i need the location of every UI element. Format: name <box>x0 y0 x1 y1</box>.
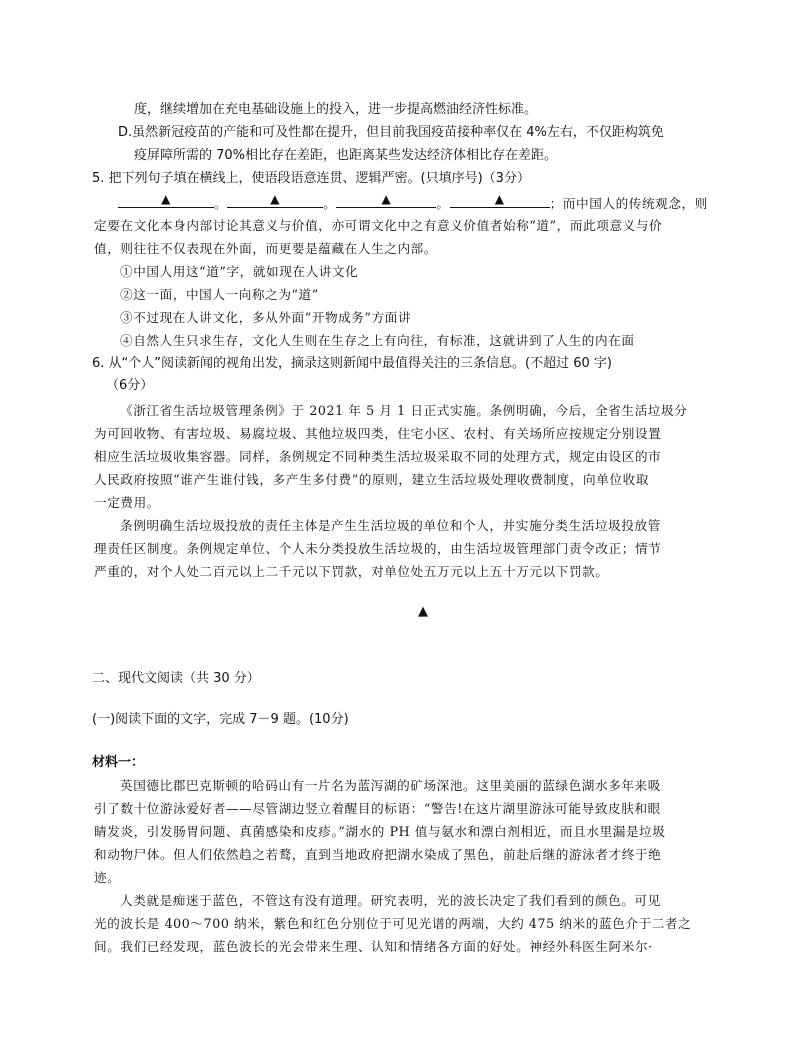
q4-option-d-line2: 疫屏障所需的 70%相比存在差距，也距离某些发达经济体相比存在差距。 <box>134 148 558 163</box>
separator: 。 <box>436 196 450 211</box>
answer-blank-1[interactable] <box>118 193 214 208</box>
q4-option-d-line1: D.虽然新冠疫苗的产能和可及性都在提升，但目前我国疫苗接种率仅在 4%左右，不仅距构筑免 <box>118 125 664 140</box>
material-line-4: 和动物尸体。但人们依然趋之若鹜，直到当地政府把湖水染成了黑色，前赴后继的游泳者才终于绝 <box>94 847 662 862</box>
q6-news-line-6: 条例明确生活垃圾投放的责任主体是产生生活垃圾的单位和个人，并实施分类生活垃圾投放管 <box>120 518 661 533</box>
answer-blank-4[interactable] <box>450 193 550 208</box>
material-title: 材料一： <box>92 755 145 770</box>
material-line-6: 人类就是痴迷于蓝色，不管这有没有道理。研究表明，光的波长决定了我们看到的颜色。可见 <box>120 893 661 908</box>
separator: 。 <box>214 196 228 211</box>
material-line-2: 引了数十位游泳爱好者——尽管湖边竖立着醒目的标语：“警告!在这片湖里游泳可能导致皮肤和眼 <box>94 801 661 816</box>
q6-news-line-7: 理责任区制度。条例规定单位、个人未分类投放生活垃圾的，由生活垃圾管理部门责令改正；情节 <box>94 541 662 556</box>
triangle-marker-icon: ▲ <box>381 192 392 206</box>
q5-option-1: ①中国人用这“道”字，就如现在人讲文化 <box>120 264 359 279</box>
q5-option-2: ②这一面，中国人一向称之为“道” <box>120 287 319 302</box>
material-line-5: 迹。 <box>94 870 121 885</box>
triangle-marker-icon: ▲ <box>494 192 505 206</box>
q6-news-line-5: 一定费用。 <box>94 495 160 510</box>
answer-blank-2[interactable] <box>227 193 323 208</box>
q5-stem: 5. 把下列句子填在横线上，使语段语意连贯、逻辑严密。(只填序号)（3分） <box>92 171 530 186</box>
q5-option-3: ③不过现在人讲文化，多从外面“开物成务”方面讲 <box>120 310 412 325</box>
subsection-heading: (一)阅读下面的文字，完成 7－9 题。(10分) <box>92 712 349 727</box>
q6-news-line-1: 《浙江省生活垃圾管理条例》于 2021 年 5 月 1 日正式实施。条例明确，今后，全省生活垃圾分 <box>120 403 688 418</box>
q6-news-line-2: 为可回收物、有害垃圾、易腐垃圾、其他垃圾四类，住宅小区、农村、有关场所应按规定分别设置 <box>94 426 662 441</box>
q6-news-line-4: 人民政府按照“谁产生谁付钱，多产生多付费”的原则，建立生活垃圾处理收费制度，向单位收取 <box>94 472 650 487</box>
separator: 。 <box>323 196 337 211</box>
section-heading: 二、现代文阅读（共 30 分） <box>92 671 260 686</box>
material-line-1: 英国德比郡巴克斯顿的哈码山有一片名为蓝泻湖的矿场深池。这里美丽的蓝绿色湖水多年来吸 <box>120 778 661 793</box>
q5-passage-line2: 定要在文化本身内部讨论其意义与价值，亦可谓文化中之有意义价值者始称“道”，而此项意义与价 <box>94 218 663 233</box>
q5-passage-line3: 值，则往往不仅表现在外面，而更要是蕴藏在人生之内部。 <box>94 241 438 256</box>
q4-option-c-line2: 度，继续增加在充电基础设施上的投入，进一步提高燃油经济性标准。 <box>134 102 538 117</box>
material-line-8: 间。我们已经发现，蓝色波长的光会带来生理、认知和情绪各方面的好处。神经外科医生阿米尔· <box>94 939 653 954</box>
q6-score: （6分） <box>106 378 154 393</box>
q5-passage-line1-tail: ；而中国人的传统观念，则 <box>549 196 708 211</box>
answer-area-triangle-icon[interactable]: ▲ <box>418 604 428 619</box>
q6-news-line-8: 严重的，对个人处二百元以上二千元以下罚款，对单位处五万元以上五十万元以下罚款。 <box>94 564 609 579</box>
q5-option-4: ④自然人生只求生存，文化人生则在生存之上有向往，有标准，这就讲到了人生的内在面 <box>120 333 635 348</box>
answer-blank-3[interactable] <box>336 193 436 208</box>
material-line-7: 光的波长是 400～700 纳米，紫色和红色分别位于可见光谱的两端，大约 475 纳米的蓝色介于二者之 <box>94 916 692 931</box>
q6-stem: 6. 从“个人”阅读新闻的视角出发，摘录这则新闻中最值得关注的三条信息。(不超过 60 字) <box>92 356 612 371</box>
triangle-marker-icon: ▲ <box>270 192 281 206</box>
q6-news-line-3: 相应生活垃圾收集容器。同样，条例规定不同种类生活垃圾采取不同的处理方式，规定由设区的市 <box>94 449 662 464</box>
material-line-3: 睛发炎，引发肠胃问题、真菌感染和皮疹。”湖水的 PH 值与氨水和漂白剂相近，而且水里漏是垃圾 <box>94 824 666 839</box>
q5-blank-line <box>118 193 708 213</box>
triangle-marker-icon: ▲ <box>161 192 171 206</box>
